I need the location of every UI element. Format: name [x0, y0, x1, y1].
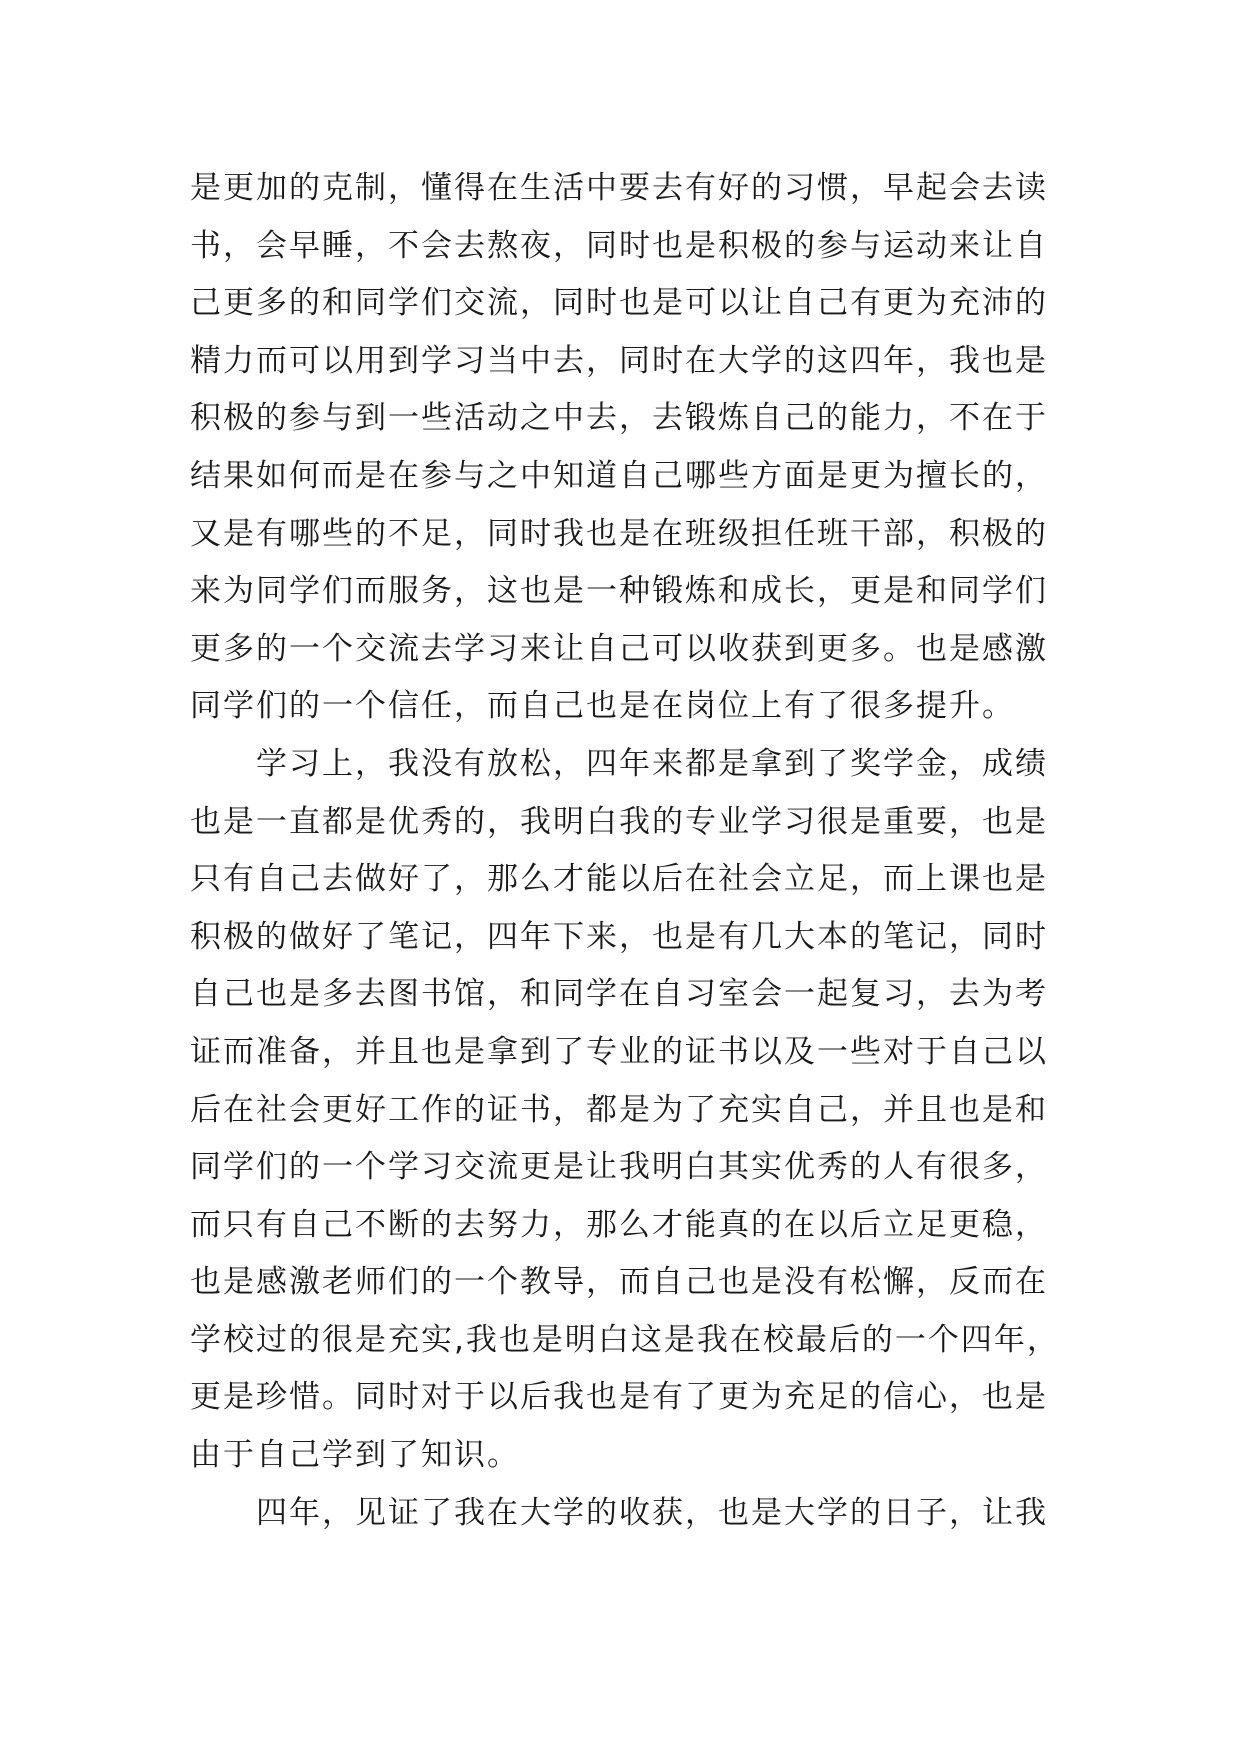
text-line: 后在社会更好工作的证书，都是为了充实自己，并且也是和 [190, 1091, 1048, 1128]
text-line: 精力而可以用到学习当中去，同时在大学的这四年，我也是 [190, 342, 1048, 379]
text-line: 学习上，我没有放松，四年来都是拿到了奖学金，成绩 [190, 745, 1048, 782]
text-line: 积极的参与到一些活动之中去，去锻炼自己的能力，不在于 [190, 400, 1048, 437]
text-line: 更多的一个交流去学习来让自己可以收获到更多。也是感激 [190, 630, 1048, 667]
text-line: 由于自己学到了知识。 [190, 1437, 520, 1474]
text-line: 己更多的和同学们交流，同时也是可以让自己有更为充沛的 [190, 285, 1048, 322]
text-line: 书，会早睡，不会去熬夜，同时也是积极的参与运动来让自 [190, 227, 1048, 264]
text-line: 只有自己去做好了，那么才能以后在社会立足，而上课也是 [190, 861, 1048, 898]
text-line: 来为同学们而服务，这也是一种锻炼和成长，更是和同学们 [190, 573, 1048, 610]
text-line: 是更加的克制，懂得在生活中要去有好的习惯，早起会去读 [190, 170, 1048, 206]
text-line: 四年，见证了我在大学的收获，也是大学的日子，让我 [190, 1494, 1048, 1531]
text-line: 又是有哪些的不足，同时我也是在班级担任班干部，积极的 [190, 515, 1048, 552]
text-line: 也是一直都是优秀的，我明白我的专业学习很是重要，也是 [190, 803, 1048, 840]
text-line: 自己也是多去图书馆，和同学在自习室会一起复习，去为考 [190, 976, 1048, 1013]
text-line: 更是珍惜。同时对于以后我也是有了更为充足的信心，也是 [190, 1379, 1048, 1416]
text-line: 同学们的一个学习交流更是让我明白其实优秀的人有很多， [190, 1149, 1048, 1186]
body-text [190, 160, 1060, 1542]
text-line: 同学们的一个信任，而自己也是在岗位上有了很多提升。 [190, 688, 1015, 725]
text-line: 积极的做好了笔记，四年下来，也是有几大本的笔记，同时 [190, 918, 1048, 955]
text-line: 也是感激老师们的一个教导，而自己也是没有松懈，反而在 [190, 1264, 1048, 1301]
text-line: 学校过的很是充实,我也是明白这是我在校最后的一个四年， [190, 1321, 1060, 1358]
text-line: 结果如何而是在参与之中知道自己哪些方面是更为擅长的， [190, 457, 1048, 494]
text-line: 证而准备，并且也是拿到了专业的证书以及一些对于自己以 [190, 1033, 1048, 1070]
text-line: 而只有自己不断的去努力，那么才能真的在以后立足更稳， [190, 1206, 1048, 1243]
